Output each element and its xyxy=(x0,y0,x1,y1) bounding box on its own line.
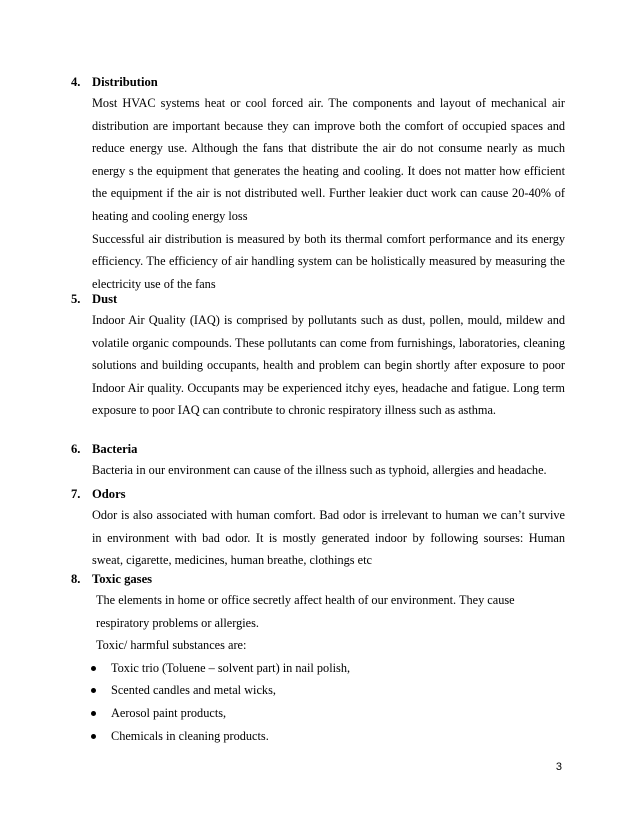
paragraph: Bacteria in our environment can cause of the illness such as typhoid, allergies and headache. xyxy=(92,463,547,477)
section-bacteria xyxy=(71,441,565,482)
section-number: 4. xyxy=(71,75,81,89)
section-title: Toxic gases xyxy=(92,572,153,586)
section-title: Bacteria xyxy=(92,442,138,456)
section-title: Distribution xyxy=(92,75,158,89)
paragraph: Odor is also associated with human comfort. Bad odor is irrelevant to human we can’t survive in environment with bad odor. It is mostly generated indoor by following sourses: Human sweat, cigarette, medicines, human breathe, clothings etc xyxy=(92,508,565,568)
paragraph: Toxic/ harmful substances are: xyxy=(96,638,247,653)
section-number: 5. xyxy=(71,292,81,306)
list-item xyxy=(90,702,565,725)
section-heading xyxy=(71,291,565,307)
list-item-text: Scented candles and metal wicks, xyxy=(111,683,276,698)
list-item-text: Chemicals in cleaning products. xyxy=(111,728,269,743)
bullet-icon xyxy=(91,734,96,739)
section-toxic-gases xyxy=(71,571,565,747)
section-title: Dust xyxy=(92,292,118,306)
paragraph: Indoor Air Quality (IAQ) is comprised by pollutants such as dust, pollen, mould, mildew and volatile organic compounds. These pollutants can come from furnishings, laboratories, cleaning solutions and building occupants, health and problem can begin shortly after exposure to poor Indoor Air quality. Occupants may be experienced itchy eyes, headache and fatigue. Long term exposure to poor IAQ can contribute to chronic respiratory illness such as asthma. xyxy=(92,313,565,418)
list-item xyxy=(90,725,565,748)
section-number: 7. xyxy=(71,487,81,501)
list-item-text: Aerosol paint products, xyxy=(111,705,227,720)
section-distribution xyxy=(71,74,565,295)
list-item-text: Toxic trio (Toluene – solvent part) in nail polish, xyxy=(111,660,351,675)
section-number: 6. xyxy=(71,442,81,456)
list-item xyxy=(90,657,565,680)
paragraph: The elements in home or office secretly affect health of our environment. They cause respiratory problems or allergies. xyxy=(96,593,515,630)
paragraph: Successful air distribution is measured by both its thermal comfort performance and its energy efficiency. The efficiency of air handling system can be holistically measured by measuring the electricity use of the fans xyxy=(92,231,565,291)
list-item xyxy=(90,679,565,702)
paragraph: Most HVAC systems heat or cool forced air. The components and layout of mechanical air distribution are important because they can improve both the comfort of occupied spaces and reduce energy use. Although the fans that distribute the air do not consume nearly as much energy s the equipment that generates the heating and cooling. It does not matter how efficient the equipment if the air is not distributed well. Further leakier duct work can cause 20-40% of heating and cooling energy loss xyxy=(92,96,565,223)
section-heading xyxy=(71,571,565,587)
bullet-icon xyxy=(91,688,96,693)
page-number: 3 xyxy=(555,761,562,773)
bullet-list xyxy=(90,657,565,747)
section-heading xyxy=(71,441,565,457)
section-odors xyxy=(71,486,565,572)
section-heading xyxy=(71,74,565,90)
bullet-icon xyxy=(91,711,96,716)
section-number: 8. xyxy=(71,572,81,586)
bullet-icon xyxy=(91,666,96,671)
section-title: Odors xyxy=(92,487,126,501)
section-dust xyxy=(71,291,565,422)
section-heading xyxy=(71,486,565,502)
